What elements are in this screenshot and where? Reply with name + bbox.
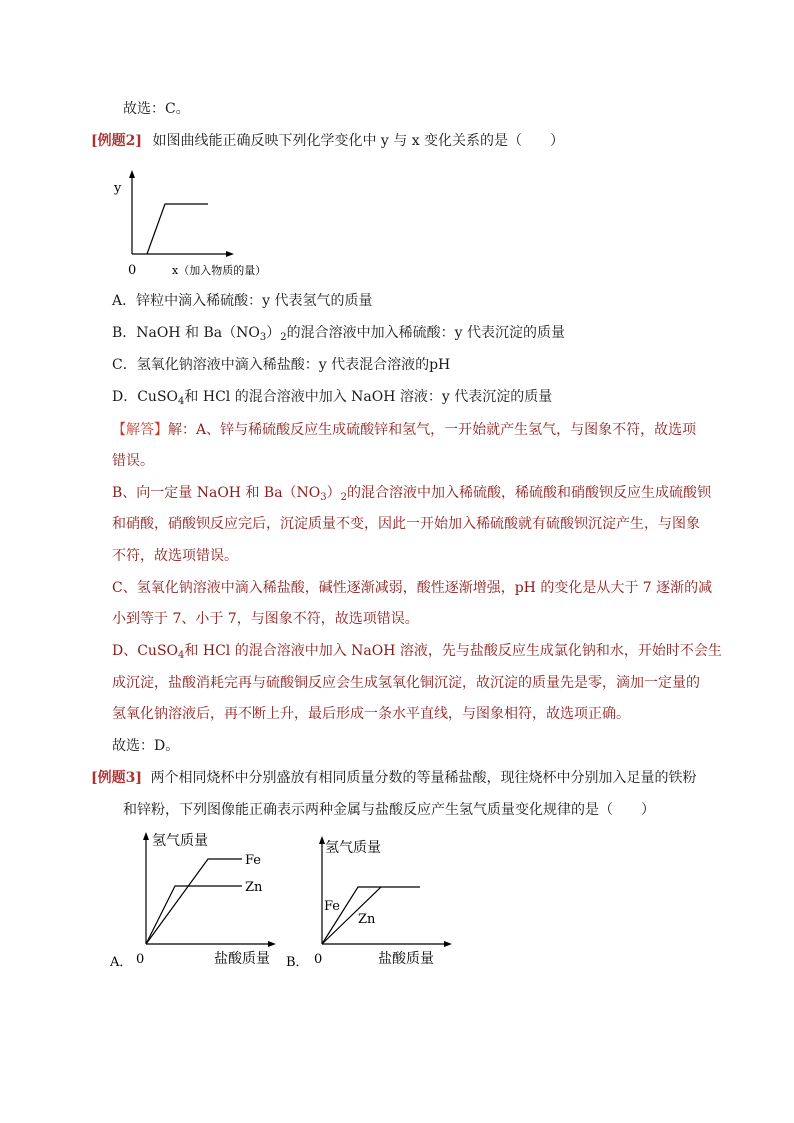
answer-a-text-2: 错误。	[112, 453, 154, 469]
answer-b-text-2: 和硝酸，硝酸钡反应完后，沉淀质量不变，因此一开始加入稀硫酸就有硫酸钡沉淀产生，与图象	[112, 516, 700, 532]
option-a-text: A．锌粒中滴入稀硫酸：y 代表氢气的质量	[112, 293, 373, 309]
answer-b-line3	[112, 546, 238, 566]
answer-d-line3	[112, 704, 630, 724]
example3-text-1: 两个相同烧杯中分别盛放有相同质量分数的等量稀盐酸，现往烧杯中分别加入足量的铁粉	[150, 770, 697, 786]
answer-b-text-1a: B、向一定量 NaOH 和 Ba（NO	[112, 485, 321, 501]
example2-tag: [例题2]	[91, 133, 142, 149]
answer-b-line2	[112, 514, 700, 534]
example2-graph-xlabel: x（加入物质的量）	[172, 264, 267, 277]
graph-b-series-fe: Fe	[324, 899, 341, 914]
answer-c-text-1: C、氢氧化钠溶液中滴入稀盐酸，碱性逐渐减弱，酸性逐渐增强，pH 的变化是从大于 7 逐渐的减	[112, 580, 713, 596]
example3-question-line2	[123, 800, 655, 820]
example2-graph	[110, 168, 310, 278]
answer-a-line1	[112, 420, 696, 440]
example3-text-2: 和锌粉，下列图像能正确表示两种金属与盐酸反应产生氢气质量变化规律的是（ ）	[123, 802, 655, 818]
answer-line-c	[123, 99, 190, 119]
example2-option-b	[112, 323, 565, 343]
graph-a-xlabel: 盐酸质量	[214, 951, 270, 967]
graph-a-series-zn: Zn	[245, 880, 263, 895]
answer-d-text-1b: 和 HCl 的混合溶液中加入 NaOH 溶液，先与盐酸反应生成氯化钠和水，开始时不会生	[184, 643, 722, 659]
graph-b-series-zn: Zn	[358, 912, 376, 927]
option-d-text-2: 和 HCl 的混合溶液中加入 NaOH 溶液：y 代表沉淀的质量	[184, 389, 553, 405]
example3-graph-a	[110, 828, 280, 973]
example3-graph-b	[286, 828, 456, 973]
example2-graph-ylabel: y	[114, 181, 122, 196]
graph-b-xlabel: 盐酸质量	[378, 951, 434, 967]
graph-b-ylabel: 氢气质量	[325, 840, 381, 856]
answer-d-text-1a: D、CuSO	[112, 643, 179, 659]
answer-c-line1	[112, 578, 712, 598]
example2-question-text: 如图曲线能正确反映下列化学变化中 y 与 x 变化关系的是（ ）	[152, 133, 565, 149]
graph-a-option: A．	[110, 955, 133, 970]
graph-a-origin: 0	[136, 952, 145, 967]
example2-option-d	[112, 387, 552, 407]
answer-b-line1	[112, 483, 711, 503]
answer-b-text-1c: 的混合溶液中加入稀硫酸，稀硫酸和硝酸钡反应生成硫酸钡	[347, 485, 712, 501]
answer-d-text-2: 成沉淀，盐酸消耗完再与硫酸铜反应会生成氢氧化铜沉淀，故沉淀的质量先是零，滴加一定量的	[112, 675, 700, 691]
answer-d-text-3: 氢氧化钠溶液后，再不断上升，最后形成一条水平直线，与图象相符，故选项正确。	[112, 706, 630, 722]
answer-b-text-3: 不符，故选项错误。	[112, 548, 238, 564]
option-b-text-3: 的混合溶液中加入稀硫酸：y 代表沉淀的质量	[286, 325, 565, 341]
example2-option-a	[112, 291, 372, 311]
answer-final-text: 故选：D。	[112, 738, 180, 754]
answer-final	[112, 736, 179, 756]
graph-b-option: B．	[286, 955, 309, 970]
answer-d-line2	[112, 673, 700, 693]
answer-d-line1	[112, 641, 722, 661]
option-b-sub: 3	[259, 332, 267, 343]
example3-tag: [例题3]	[91, 770, 142, 786]
graph-a-ylabel: 氢气质量	[152, 833, 208, 849]
option-c-text: C．氢氧化钠溶液中滴入稀盐酸：y 代表混合溶液的pH	[112, 357, 451, 373]
example2-graph-origin: 0	[128, 263, 137, 278]
example2-question	[91, 131, 564, 151]
option-d-text-1: D．CuSO	[112, 389, 179, 405]
option-b-text-1: B．NaOH 和 Ba（NO	[112, 325, 260, 341]
answer-b-sub2: 2	[340, 492, 348, 503]
example3-question-line1	[91, 768, 696, 788]
graph-a-series-fe: Fe	[245, 853, 262, 868]
option-b-sub2: 2	[280, 332, 287, 343]
answer-text: 故选：C。	[123, 101, 190, 117]
answer-c-text-2: 小到等于 7、小于 7，与图象不符，故选项错误。	[112, 611, 419, 627]
answer-b-text-1b: ）	[326, 485, 341, 501]
answer-b-sub: 3	[320, 492, 327, 503]
option-b-text-2: ）	[266, 325, 281, 341]
example2-option-c	[112, 355, 450, 375]
answer-d-sub: 4	[178, 650, 185, 661]
answer-a-line2	[112, 451, 154, 471]
answer-a-text-1: 解：A、锌与稀硫酸反应生成硫酸锌和氢气，一开始就产生氢气，与图象不符，故选项	[168, 422, 697, 438]
graph-b-origin: 0	[314, 952, 323, 967]
option-d-sub: 4	[178, 396, 185, 407]
answer-c-line2	[112, 609, 419, 629]
answer-tag: 【解答】	[112, 422, 168, 438]
